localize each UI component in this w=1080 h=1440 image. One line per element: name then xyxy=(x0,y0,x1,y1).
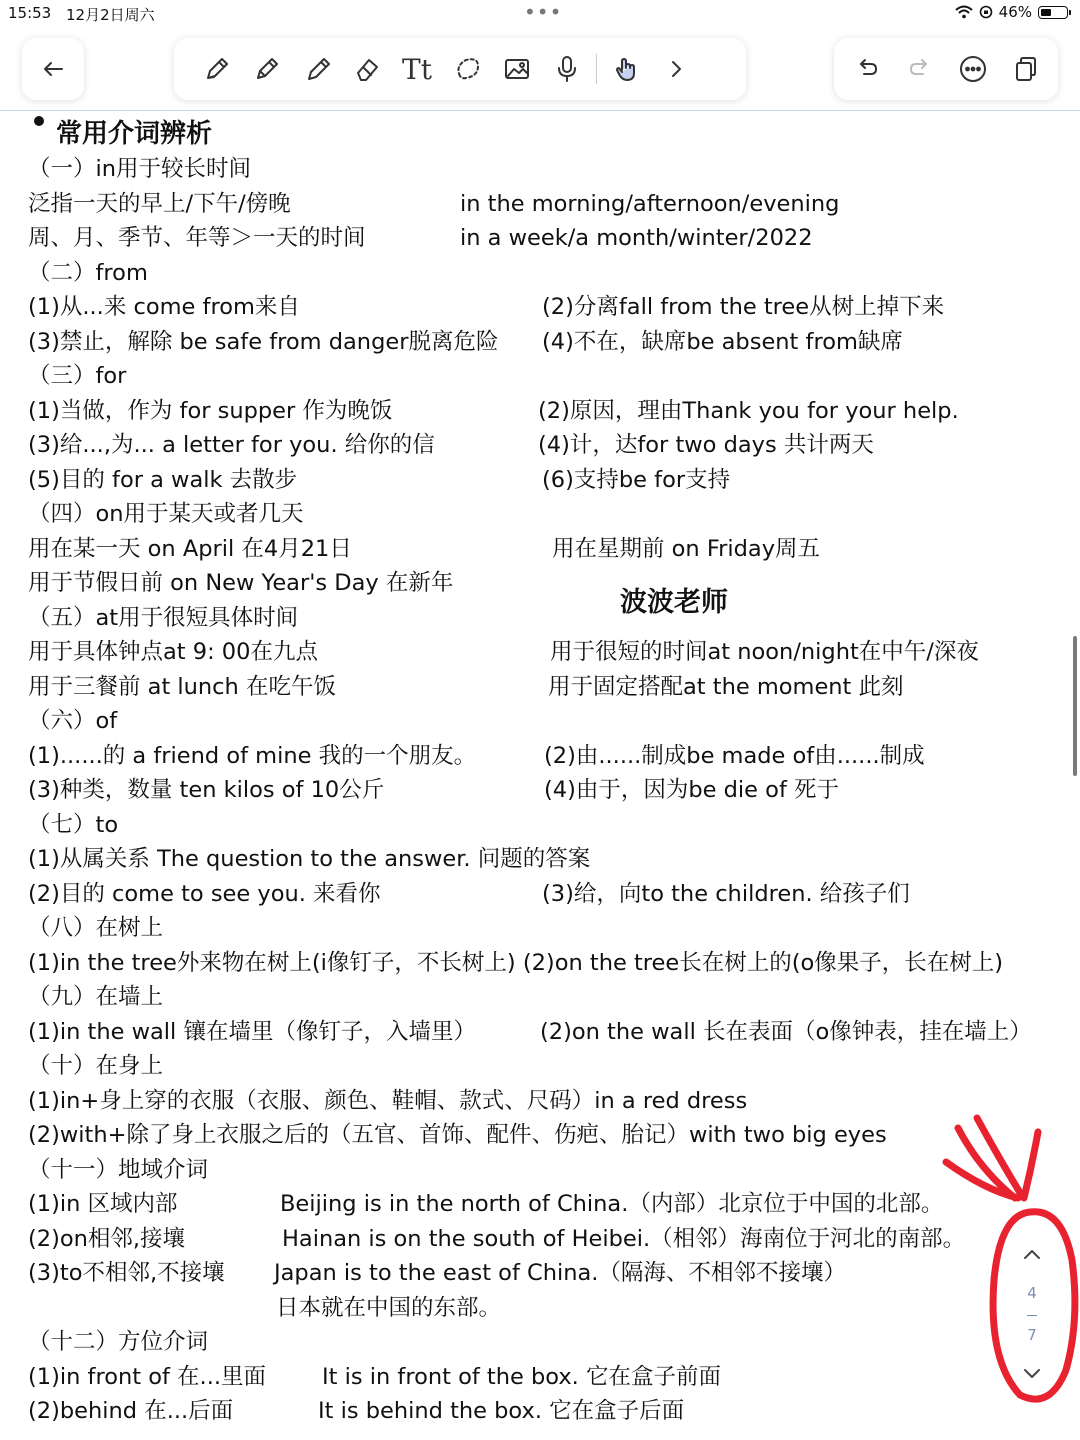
note-line-text: (2)目的 come to see you. 来看你 xyxy=(28,880,381,907)
total-pages: 7 xyxy=(1027,1326,1037,1344)
note-line xyxy=(28,1187,1068,1222)
note-line-text: （十一）地域介词 xyxy=(28,1156,209,1183)
note-line-text: (3)禁止，解除 be safe from danger脱离危险 xyxy=(28,328,499,355)
redo-icon[interactable] xyxy=(895,44,945,94)
status-time: 15:53 xyxy=(8,4,52,22)
note-lines xyxy=(28,152,1068,1429)
note-line xyxy=(28,1394,1068,1429)
note-line xyxy=(28,359,1068,394)
note-line-text: 用在某一天 on April 在4月21日 xyxy=(28,535,352,562)
note-line-example: (2)分离fall from the tree从树上掉下来 xyxy=(542,294,945,320)
note-line xyxy=(28,187,1068,222)
page-separator xyxy=(1027,1315,1037,1316)
note-line-text: （八）在树上 xyxy=(28,915,164,941)
note-line xyxy=(28,1291,1068,1326)
note-line-text: （十二）方位介词 xyxy=(28,1329,209,1355)
note-line-example: Hainan is on the south of Heibei.（相邻）海南位于河北的南部。 xyxy=(282,1225,966,1252)
note-line-text: （四）on用于某天或者几天 xyxy=(28,501,304,527)
note-line-text: （二）from xyxy=(28,259,148,286)
status-date: 12月2日周六 xyxy=(66,6,155,24)
undo-icon[interactable] xyxy=(842,44,892,94)
note-line-text: （九）在墙上 xyxy=(28,984,164,1010)
status-right xyxy=(955,3,1068,21)
note-line-example: It is in front of the box. 它在盒子前面 xyxy=(322,1363,721,1390)
note-line xyxy=(28,394,1068,429)
note-line-text: 用于三餐前 at lunch 在吃午饭 xyxy=(28,673,336,700)
note-line xyxy=(28,704,1068,739)
note-line-text: (1)从属关系 The question to the answer. 问题的答案 xyxy=(28,846,591,872)
note-line-text: 用于节假日前 on New Year's Day 在新年 xyxy=(28,570,454,596)
note-line-text: （三）for xyxy=(28,363,127,389)
multitask-dots-icon[interactable]: ••• xyxy=(524,0,563,24)
current-page: 4 xyxy=(1027,1284,1037,1302)
note-line-example: 用于很短的时间at noon/night在中午/深夜 xyxy=(550,639,979,665)
note-line-text: (1)......的 a friend of mine 我的一个朋友。 xyxy=(28,742,477,769)
toolbar-divider-line xyxy=(0,110,1080,111)
note-line xyxy=(28,670,1068,705)
note-line xyxy=(28,877,1068,912)
note-line xyxy=(28,1360,1068,1395)
note-line xyxy=(28,256,1068,291)
orientation-lock-icon xyxy=(979,5,993,19)
note-line xyxy=(28,946,1068,981)
note-line-example: in a week/a month/winter/2022 xyxy=(460,225,813,251)
hand-pointer-icon[interactable] xyxy=(601,44,651,94)
note-line xyxy=(28,1049,1068,1084)
note-line xyxy=(28,911,1068,946)
lasso-icon[interactable] xyxy=(442,44,492,94)
note-line xyxy=(28,1118,1068,1153)
note-line xyxy=(28,463,1068,498)
note-line-text: 泛指一天的早上/下午/傍晚 xyxy=(28,190,291,217)
note-line-example: (4)由于，因为be die of 死于 xyxy=(544,777,840,803)
pencil-icon[interactable] xyxy=(242,44,292,94)
note-line-text: (1)in+身上穿的衣服（衣服、颜色、鞋帽、款式、尺码）in a red dress xyxy=(28,1087,748,1114)
scrollbar[interactable] xyxy=(1073,636,1077,776)
note-line-text: (1)从...来 come from来自 xyxy=(28,294,300,320)
note-line-text: （七）to xyxy=(28,811,119,838)
note-line xyxy=(28,808,1068,843)
note-line-text: (1)in 区域内部 xyxy=(28,1191,178,1217)
note-line xyxy=(28,566,1068,601)
microphone-icon[interactable] xyxy=(542,44,592,94)
page-navigator xyxy=(1006,1232,1058,1402)
note-line-text: 周、月、季节、年等＞一天的时间 xyxy=(28,225,366,251)
eraser-icon[interactable] xyxy=(342,44,392,94)
tools-toolbar xyxy=(174,38,746,100)
note-line xyxy=(28,980,1068,1015)
note-line-example: (3)给，向to the children. 给孩子们 xyxy=(542,880,910,907)
heading-row xyxy=(28,116,1068,152)
note-line xyxy=(28,1325,1068,1360)
chevron-right-icon[interactable] xyxy=(651,44,701,94)
note-line-example: Beijing is in the north of China.（内部）北京位于中国的北部。 xyxy=(280,1191,944,1217)
note-line xyxy=(28,635,1068,670)
chevron-down-icon[interactable] xyxy=(1019,1360,1045,1386)
note-line xyxy=(28,325,1068,360)
note-line-text: 用于具体钟点at 9: 00在九点 xyxy=(28,639,318,665)
back-pill xyxy=(22,38,84,100)
note-line xyxy=(28,773,1068,808)
battery-icon xyxy=(1038,6,1068,19)
note-line-text: (1)in the wall 镶在墙里（像钉子，入墙里） xyxy=(28,1018,476,1045)
status-bar xyxy=(0,0,1080,26)
note-line-text: （一）in用于较长时间 xyxy=(28,156,252,182)
note-line-example: (6)支持be for支持 xyxy=(542,466,731,493)
note-line-text: （五）at用于很短具体时间 xyxy=(28,604,299,631)
pages-icon[interactable] xyxy=(1001,44,1051,94)
note-line-text: （六）of xyxy=(28,708,118,734)
actions-toolbar xyxy=(834,38,1058,100)
note-line-example: 用在星期前 on Friday周五 xyxy=(552,535,821,562)
note-line-text: (2)with+除了身上衣服之后的（五官、首饰、配件、伤疤、胎记）with two big eyes xyxy=(28,1122,887,1148)
note-line xyxy=(28,221,1068,256)
note-line-example: (4)不在，缺席be absent from缺席 xyxy=(542,328,903,355)
pen-icon[interactable] xyxy=(192,44,242,94)
note-line-example: It is behind the box. 它在盒子后面 xyxy=(318,1398,685,1424)
bullet-icon xyxy=(34,116,44,126)
note-line-example: (2)on the wall 长在表面（o像钟表，挂在墙上） xyxy=(540,1018,1032,1045)
note-line-example: (2)原因，理由Thank you for your help. xyxy=(538,397,959,424)
note-line xyxy=(28,290,1068,325)
note-line-example: in the morning/afternoon/evening xyxy=(460,190,840,217)
note-line-text: (3)种类，数量 ten kilos of 10公斤 xyxy=(28,777,385,803)
image-icon[interactable] xyxy=(492,44,542,94)
text-tool-label: Tt xyxy=(402,52,432,86)
note-line xyxy=(28,532,1068,567)
note-line-example: Japan is to the east of China.（隔海、不相邻不接壤） xyxy=(274,1260,846,1286)
page-heading: 常用介词辨析 xyxy=(56,119,213,149)
marker-icon[interactable] xyxy=(292,44,342,94)
back-icon[interactable] xyxy=(28,44,78,94)
note-line xyxy=(28,497,1068,532)
note-line-example: 日本就在中国的东部。 xyxy=(276,1294,502,1321)
note-line-text: (5)目的 for a walk 去散步 xyxy=(28,466,298,493)
note-line-text: (2)behind 在...后面 xyxy=(28,1398,234,1424)
note-line xyxy=(28,1084,1068,1119)
more-icon[interactable] xyxy=(948,44,998,94)
note-line-text: (1)in front of 在...里面 xyxy=(28,1363,267,1390)
note-line xyxy=(28,1256,1068,1291)
note-line-example: (4)计，达for two days 共计两天 xyxy=(538,432,874,458)
chevron-up-icon[interactable] xyxy=(1019,1242,1045,1268)
wifi-icon xyxy=(955,5,973,19)
note-line xyxy=(28,428,1068,463)
note-line xyxy=(28,739,1068,774)
note-line-text: (1)当做，作为 for supper 作为晚饭 xyxy=(28,397,393,424)
note-line xyxy=(28,601,1068,636)
note-line-text: (3)to不相邻,不接壤 xyxy=(28,1260,225,1286)
watermark-text: 波波老师 xyxy=(620,587,728,618)
note-line xyxy=(28,1153,1068,1188)
note-line xyxy=(28,842,1068,877)
note-line-text: (3)给...,为... a letter for you. 给你的信 xyxy=(28,432,435,458)
toolbar-divider xyxy=(596,54,597,84)
note-line-text: (1)in the tree外来物在树上(i像钉子，不长树上) (2)on the tree长在树上的(o像果子，长在树上) xyxy=(28,949,1004,976)
note-page[interactable] xyxy=(28,116,1068,1429)
note-line xyxy=(28,1015,1068,1050)
note-line xyxy=(28,152,1068,187)
note-line-text: (2)on相邻,接壤 xyxy=(28,1225,186,1252)
note-line xyxy=(28,1222,1068,1257)
note-line-example: 用于固定搭配at the moment 此刻 xyxy=(548,673,904,700)
note-line-example: (2)由......制成be made of由......制成 xyxy=(544,742,925,769)
text-tool-icon[interactable] xyxy=(392,44,442,94)
note-line-text: （十）在身上 xyxy=(28,1053,164,1079)
battery-percent: 46% xyxy=(998,3,1032,21)
